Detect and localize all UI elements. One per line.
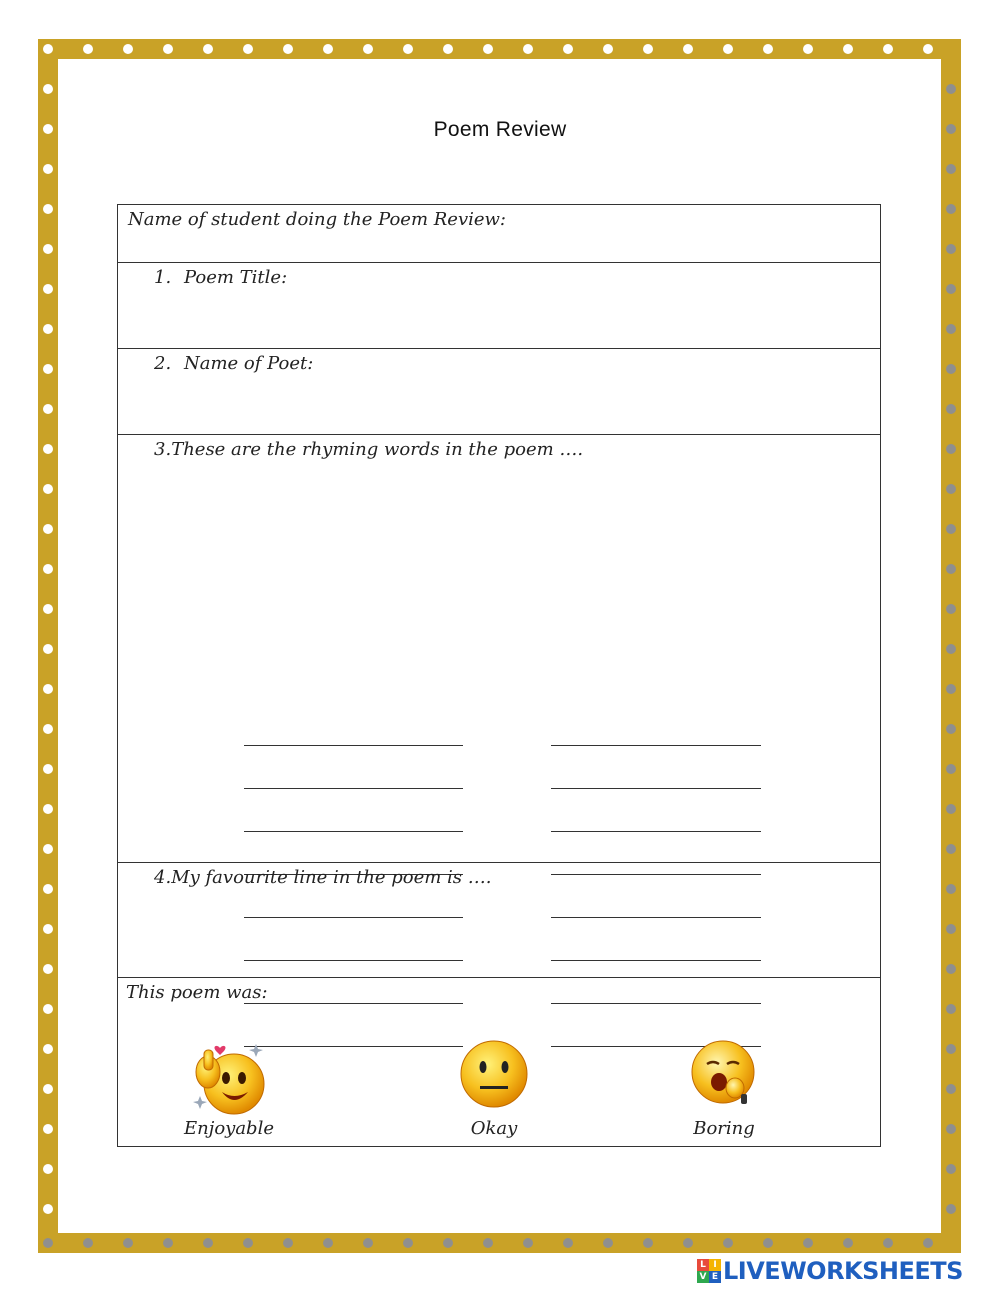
question-number: 1. <box>154 267 172 288</box>
border-dot <box>43 524 53 534</box>
border-dot <box>923 44 933 54</box>
poem-title-cell[interactable] <box>118 263 881 349</box>
border-dot <box>946 644 956 654</box>
question-number: 2. <box>154 353 172 374</box>
favourite-line-label: My favourite line in the poem is …. <box>171 867 492 888</box>
border-dot <box>43 204 53 214</box>
logo-letter: L <box>697 1259 709 1271</box>
border-dot <box>43 764 53 774</box>
rhyme-blank-left[interactable] <box>244 831 463 832</box>
border-dot <box>523 1238 533 1248</box>
border-dot <box>723 1238 733 1248</box>
border-dot <box>946 204 956 214</box>
poet-name-label: Name of Poet: <box>184 353 314 374</box>
border-dot <box>43 1124 53 1134</box>
border-dot <box>946 324 956 334</box>
border-dot <box>203 1238 213 1248</box>
border-dot <box>43 404 53 414</box>
question-number: 4. <box>154 867 172 888</box>
border-dot <box>643 44 653 54</box>
border-dot <box>946 364 956 374</box>
yawning-face-icon <box>689 1038 759 1108</box>
border-dot <box>946 164 956 174</box>
border-dot <box>946 804 956 814</box>
border-dot <box>243 44 253 54</box>
border-dot <box>563 1238 573 1248</box>
border-dot <box>946 884 956 894</box>
border-dot <box>443 1238 453 1248</box>
border-dot <box>483 1238 493 1248</box>
border-dot <box>843 44 853 54</box>
border-dot <box>43 1204 53 1214</box>
border-dot <box>946 1004 956 1014</box>
border-dot <box>43 44 53 54</box>
border-dot <box>43 324 53 334</box>
border-dot <box>403 44 413 54</box>
border-dot <box>946 964 956 974</box>
border-dot <box>946 764 956 774</box>
border-dot <box>563 44 573 54</box>
border-dot <box>43 1084 53 1094</box>
border-dot <box>283 44 293 54</box>
border-dot <box>43 1004 53 1014</box>
rhyming-words-cell <box>118 435 881 863</box>
poem-review-table <box>117 204 881 1147</box>
border-dot <box>946 844 956 854</box>
border-dot <box>883 44 893 54</box>
rating-option-boring[interactable] <box>684 1038 764 1144</box>
border-dot <box>323 44 333 54</box>
border-dot <box>43 164 53 174</box>
border-dot <box>123 1238 133 1248</box>
border-dot <box>43 1238 53 1248</box>
border-dot <box>123 44 133 54</box>
rhyming-words-label: These are the rhyming words in the poem …. <box>171 439 584 460</box>
border-dot <box>363 44 373 54</box>
border-dot <box>43 804 53 814</box>
logo-letter: E <box>709 1271 721 1283</box>
border-dot <box>946 524 956 534</box>
liveworksheets-logo-icon <box>697 1259 721 1283</box>
logo-letter: I <box>709 1259 721 1271</box>
rhyme-blank-left[interactable] <box>244 745 463 746</box>
border-dot <box>43 484 53 494</box>
page-title: Poem Review <box>433 118 567 141</box>
border-dot <box>883 1238 893 1248</box>
border-dot <box>443 44 453 54</box>
border-dot <box>763 44 773 54</box>
border-dot <box>946 1164 956 1174</box>
border-dot <box>946 244 956 254</box>
border-dot <box>946 404 956 414</box>
border-dot <box>363 1238 373 1248</box>
rating-option-enjoyable[interactable] <box>184 1034 274 1144</box>
rhyme-blank-left[interactable] <box>244 788 463 789</box>
border-dot <box>946 444 956 454</box>
border-dot <box>43 964 53 974</box>
border-dot <box>283 1238 293 1248</box>
border-dot <box>43 244 53 254</box>
brand-name: LIVEWORKSHEETS <box>723 1257 963 1285</box>
border-dot <box>946 484 956 494</box>
border-dot <box>946 1124 956 1134</box>
rhyme-blank-right[interactable] <box>551 745 761 746</box>
border-dot <box>946 604 956 614</box>
rating-option-okay[interactable] <box>454 1038 534 1144</box>
poem-title-label: Poem Title: <box>184 267 288 288</box>
border-dot <box>643 1238 653 1248</box>
border-dot <box>43 844 53 854</box>
rating-cell <box>118 978 881 1147</box>
border-dot <box>43 284 53 294</box>
border-dot <box>946 724 956 734</box>
border-dot <box>43 444 53 454</box>
border-dot <box>43 1044 53 1054</box>
border-dot <box>603 1238 613 1248</box>
border-dot <box>843 1238 853 1248</box>
border-dot <box>923 1238 933 1248</box>
border-dot <box>203 44 213 54</box>
rating-label: This poem was: <box>126 982 268 1003</box>
border-dot <box>946 1044 956 1054</box>
border-dot <box>43 924 53 934</box>
neutral-face-icon <box>458 1038 530 1110</box>
border-dot <box>403 1238 413 1248</box>
border-dot <box>43 364 53 374</box>
border-dot <box>163 1238 173 1248</box>
border-dot <box>483 44 493 54</box>
liveworksheets-brand[interactable] <box>697 1256 963 1286</box>
favourite-line-cell[interactable] <box>118 863 881 978</box>
border-dot <box>83 1238 93 1248</box>
border-dot <box>603 44 613 54</box>
rating-okay-label: Okay <box>470 1118 518 1139</box>
border-dot <box>803 1238 813 1248</box>
border-dot <box>43 884 53 894</box>
border-dot <box>683 44 693 54</box>
border-dot <box>43 84 53 94</box>
border-dot <box>523 44 533 54</box>
student-name-label: Name of student doing the Poem Review: <box>128 209 506 230</box>
border-dot <box>43 604 53 614</box>
border-dot <box>683 1238 693 1248</box>
rating-enjoyable-label: Enjoyable <box>184 1118 274 1139</box>
border-dot <box>43 684 53 694</box>
student-name-cell[interactable] <box>118 205 881 263</box>
border-dot <box>43 1164 53 1174</box>
thumbs-up-smiley-icon <box>186 1034 272 1120</box>
border-dot <box>163 44 173 54</box>
rhyme-blank-right[interactable] <box>551 788 761 789</box>
poet-name-cell[interactable] <box>118 349 881 435</box>
border-dot <box>946 1204 956 1214</box>
border-dot <box>43 644 53 654</box>
border-dot <box>946 284 956 294</box>
border-dot <box>946 564 956 574</box>
rhyme-blank-right[interactable] <box>551 831 761 832</box>
border-dot <box>946 684 956 694</box>
border-dot <box>803 44 813 54</box>
rating-boring-label: Boring <box>693 1118 755 1139</box>
logo-letter: V <box>697 1271 709 1283</box>
border-dot <box>946 1084 956 1094</box>
question-number: 3. <box>154 439 172 460</box>
border-dot <box>946 924 956 934</box>
border-dot <box>43 564 53 574</box>
border-dot <box>946 84 956 94</box>
border-dot <box>243 1238 253 1248</box>
border-dot <box>83 44 93 54</box>
border-dot <box>723 44 733 54</box>
border-dot <box>763 1238 773 1248</box>
border-dot <box>323 1238 333 1248</box>
border-dot <box>43 724 53 734</box>
